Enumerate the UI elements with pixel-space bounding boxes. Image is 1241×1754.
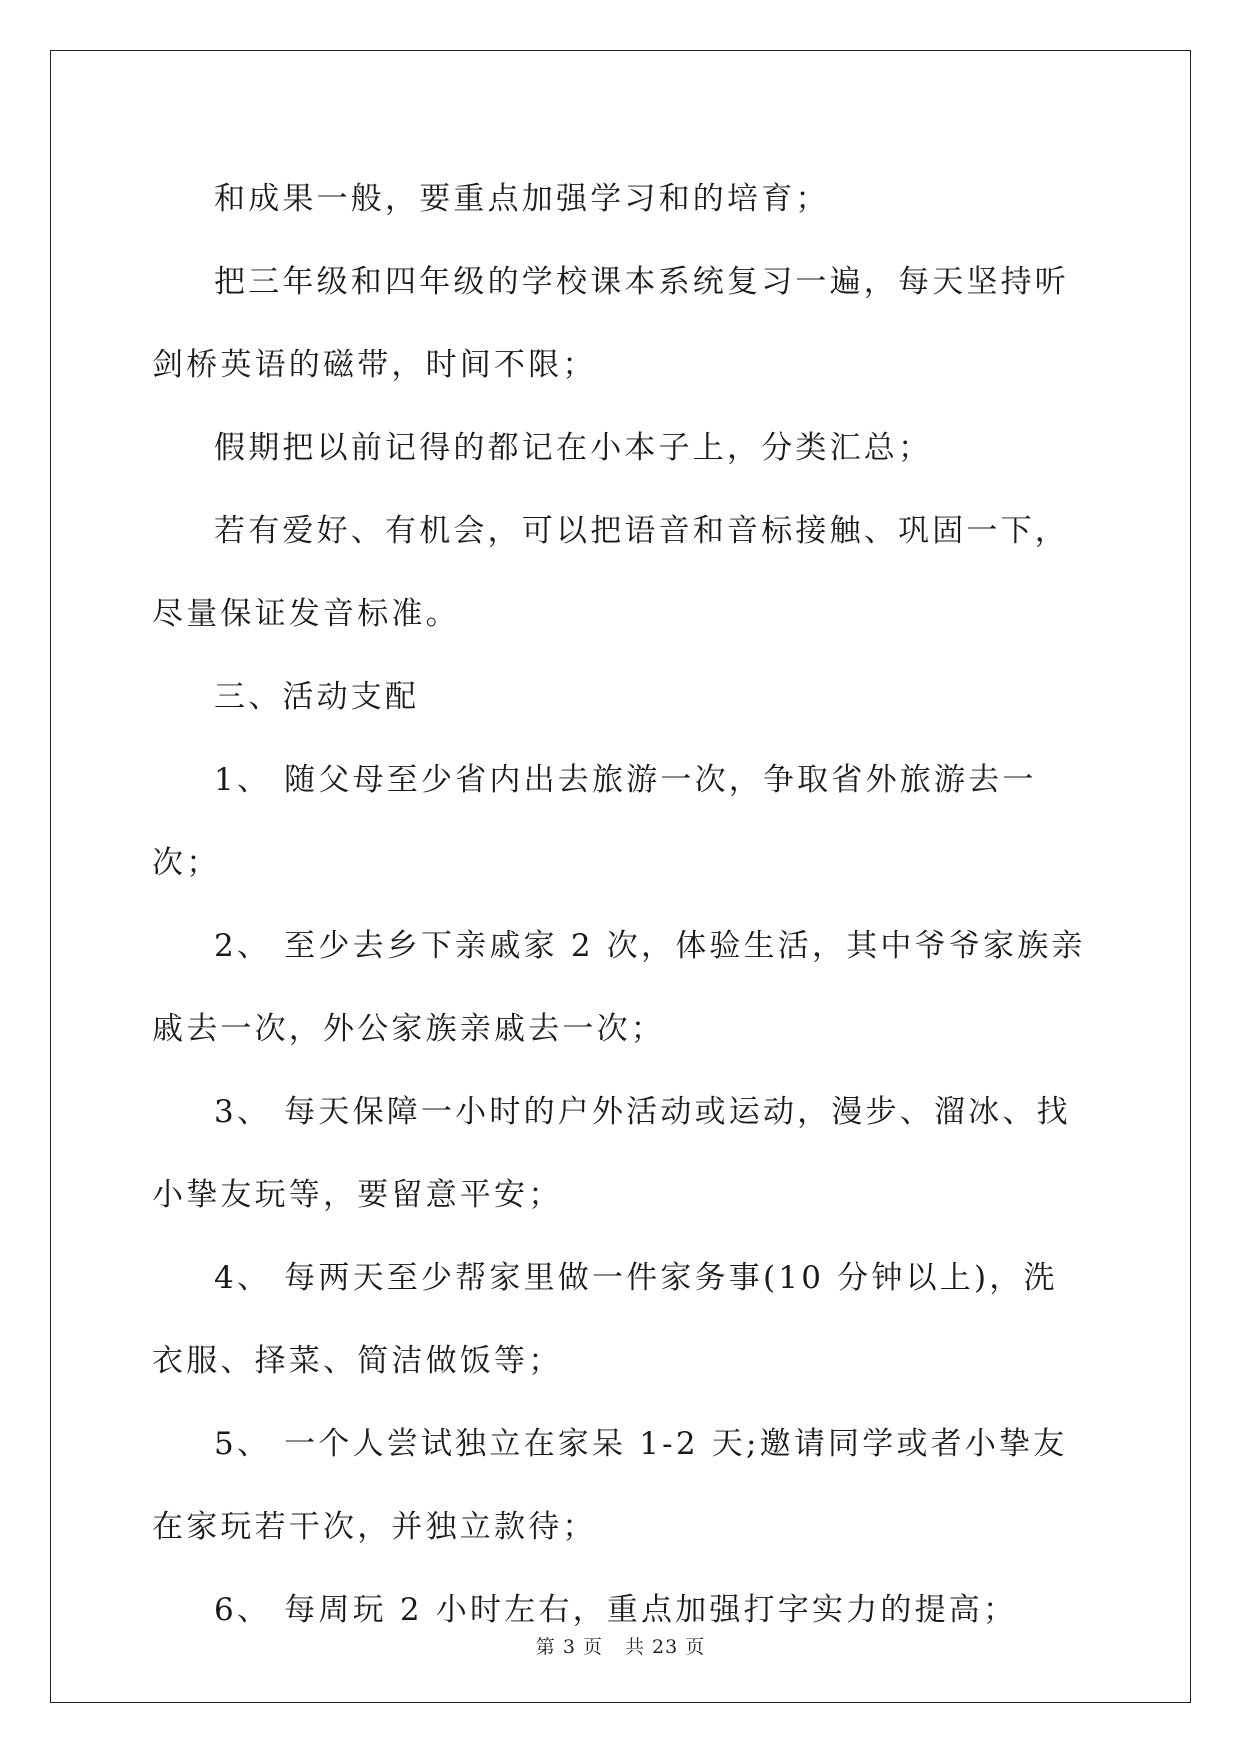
section-heading: 三、活动支配	[214, 679, 420, 715]
page-number: 第 3 页	[535, 1636, 603, 1658]
list-item: 3、 每天保障一小时的户外活动或运动，漫步、溜冰、找小挚友玩等，要留意平安；	[152, 1094, 1071, 1213]
list-item: 1、 随父母至少省内出去旅游一次，争取省外旅游去一次；	[152, 762, 1037, 881]
page-total: 共 23 页	[624, 1636, 706, 1658]
page-footer	[0, 1632, 1241, 1659]
list-item: 4、 每两天至少帮家里做一件家务事(10 分钟以上)，洗衣服、择菜、简洁做饭等；	[152, 1260, 1058, 1379]
document-body	[152, 158, 1090, 1652]
paragraph: 若有爱好、有机会，可以把语音和音标接触、巩固一下，尽量保证发音标准。	[152, 513, 1069, 632]
list-item: 5、 一个人尝试独立在家呆 1-2 天;邀请同学或者小挚友在家玩若干次，并独立款待；	[152, 1426, 1068, 1545]
list-item: 6、 每周玩 2 小时左右，重点加强打字实力的提高；	[214, 1592, 1018, 1628]
paragraph: 把三年级和四年级的学校课本系统复习一遍，每天坚持听剑桥英语的磁带，时间不限；	[152, 264, 1069, 383]
list-item: 2、 至少去乡下亲戚家 2 次，体验生活，其中爷爷家族亲戚去一次，外公家族亲戚去一次；	[152, 928, 1086, 1047]
paragraph: 和成果一般，要重点加强学习和的培育；	[214, 181, 830, 217]
paragraph: 假期把以前记得的都记在小本子上，分类汇总；	[214, 430, 933, 466]
